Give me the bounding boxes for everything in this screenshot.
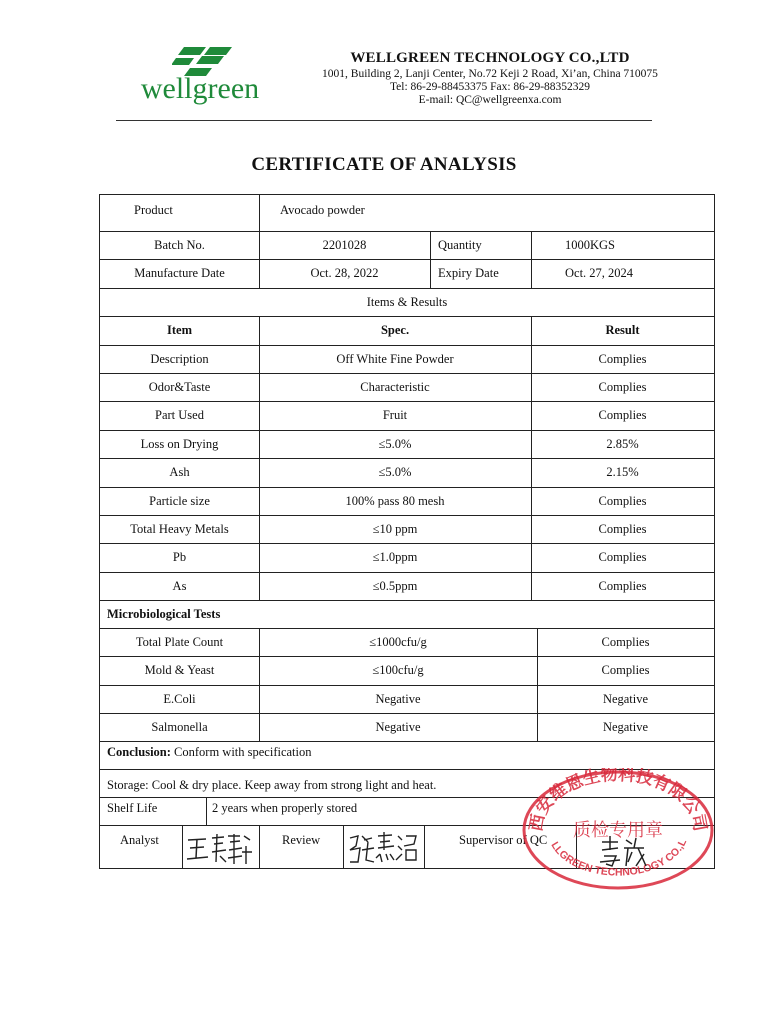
company-email: E-mail: QC@wellgreenxa.com [418,94,562,106]
column-header-item: Item [167,323,192,337]
micro-result: Negative [602,691,649,706]
manufacture-date-label: Manufacture Date [134,266,225,280]
micro-heading: Microbiological Tests [107,606,221,621]
shelf-life-label: Shelf Life [107,800,158,815]
test-spec: ≤0.5ppm [372,578,418,593]
supervisor-label: Supervisor of QC [459,832,548,847]
test-result: Complies [598,578,647,593]
document-title: CERTIFICATE OF ANALYSIS [251,154,517,175]
micro-spec: Negative [375,691,421,706]
items-results-heading: Items & Results [366,294,448,309]
conclusion-text: Conform with specification [170,744,312,759]
column-header-spec: Spec. [380,323,410,337]
company-logo [138,44,262,108]
test-result: 2.85% [606,436,639,451]
test-result: 2.15% [606,465,639,479]
micro-item: Salmonella [151,719,208,734]
test-spec: Characteristic [360,379,430,394]
test-result: Complies [598,379,647,394]
svg-text:WELLGREEN TECHNOLOGY CO.,LTD: LLGREEN TECHNOLOGY CO.,L [548,837,689,879]
analyst-signature [184,828,254,868]
quantity-label: Quantity [438,237,482,252]
svg-text:质检专用章: 质检专用章 [573,820,663,841]
test-item: Pb [172,550,187,564]
micro-spec: ≤100cfu/g [372,663,424,677]
quantity-value: 1000KGS [565,237,616,252]
test-result: Complies [598,521,647,536]
batch-label: Batch No. [154,237,205,252]
test-item: Odor&Taste [148,379,211,394]
review-signature [346,828,420,868]
test-spec: Off White Fine Powder [336,351,454,366]
supervisor-signature [598,834,648,870]
test-spec: ≤1.0ppm [372,550,418,564]
company-address: 1001, Building 2, Lanji Center, No.72 Keji 2 Road, Xi’an, China 710075 [322,68,658,80]
micro-item: Total Plate Count [135,634,224,649]
company-seal [520,768,716,892]
expiry-date-value: Oct. 27, 2024 [565,266,634,280]
product-value: Avocado powder [280,202,365,217]
storage-text: Storage: Cool & dry place. Keep away from strong light and heat. [107,777,437,792]
batch-value: 2201028 [322,237,367,252]
test-result: Complies [598,351,647,366]
micro-item: E.Coli [163,691,196,706]
expiry-date-label: Expiry Date [438,266,499,280]
micro-spec: Negative [375,719,421,734]
shelf-life-value: 2 years when properly stored [212,800,358,815]
conclusion [107,741,312,763]
product-label: Product [134,202,173,217]
company-name: WELLGREEN TECHNOLOGY CO.,LTD [350,50,630,66]
test-spec: ≤10 ppm [372,521,418,536]
logo-wordmark: wellgreen [140,72,260,105]
micro-result: Complies [601,663,650,677]
test-item: Description [150,351,209,366]
test-item: Loss on Drying [140,436,219,451]
test-item: Particle size [149,493,210,508]
review-label: Review [282,832,321,847]
manufacture-date-value: Oct. 28, 2022 [310,266,379,280]
company-info [298,48,682,107]
column-header-result: Result [605,323,640,337]
test-spec: Fruit [382,408,408,422]
conclusion-label: Conclusion: [107,744,171,759]
test-spec: ≤5.0% [378,436,412,451]
test-item: Total Heavy Metals [130,521,229,536]
micro-result: Complies [601,634,650,649]
analyst-label: Analyst [120,832,159,847]
micro-item: Mold & Yeast [144,663,215,677]
header-divider [116,120,652,121]
test-result: Complies [598,550,647,564]
micro-spec: ≤1000cfu/g [369,634,427,649]
test-item: As [172,578,187,593]
test-result: Complies [598,493,647,508]
company-phone-fax: Tel: 86-29-88453375 Fax: 86-29-88352329 [389,81,591,93]
test-item: Part Used [155,408,204,422]
test-spec: 100% pass 80 mesh [345,493,445,508]
micro-result: Negative [602,719,649,734]
svg-text:西安维恩生物科技有限公司: 西安维恩生物科技有限公司 [526,768,710,834]
test-result: Complies [598,408,647,422]
test-item: Ash [169,465,190,479]
test-spec: ≤5.0% [378,465,412,479]
